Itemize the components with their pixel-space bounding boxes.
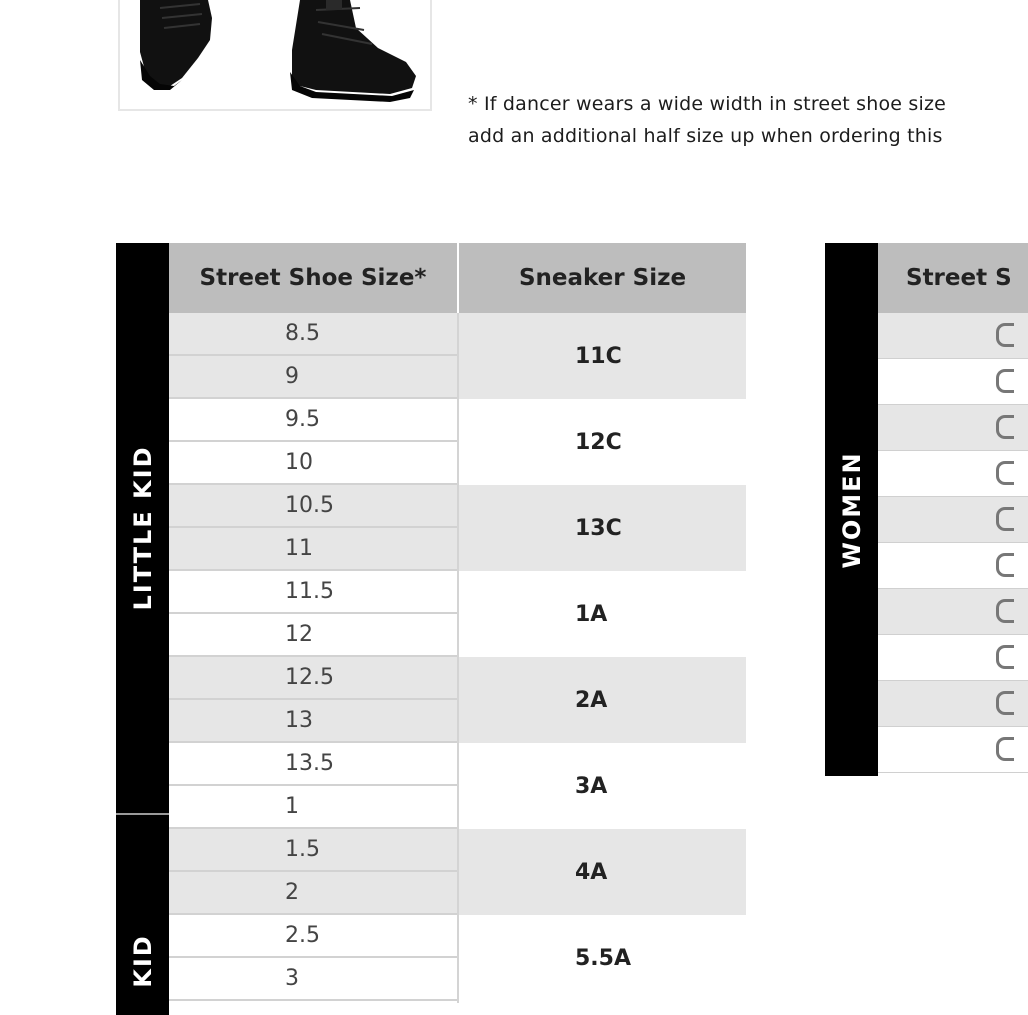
clipped-size-value (996, 645, 1014, 669)
street-size-row (169, 958, 457, 1001)
women-size-row (878, 451, 1028, 497)
little-kid-label-text: LITTLE KID (128, 445, 157, 611)
women-street-size-header: Street S (878, 243, 1028, 313)
kid-group-label (116, 815, 169, 1015)
street-size-row (169, 786, 457, 829)
clipped-size-value (996, 369, 1014, 393)
sneaker-size-header: Sneaker Size (459, 243, 746, 313)
street-size-row (169, 528, 457, 571)
women-size-row (878, 681, 1028, 727)
street-size-row (169, 915, 457, 958)
women-size-row (878, 589, 1028, 635)
sneaker-size-value: 3A (575, 773, 608, 799)
note-line-1: * If dancer wears a wide width in street shoe size (468, 93, 947, 115)
street-size-value: 2.5 (285, 923, 320, 948)
sneaker-size-value: 1A (575, 601, 608, 627)
note-line-2: add an additional half size up when ordering this (468, 125, 943, 147)
women-group-label (825, 243, 878, 776)
header-divider (457, 243, 459, 313)
women-size-row (878, 405, 1028, 451)
street-size-row (169, 614, 457, 657)
little-kid-group-label (116, 243, 169, 813)
street-size-row (169, 872, 457, 915)
clipped-size-value (996, 553, 1014, 577)
clipped-size-value (996, 507, 1014, 531)
street-size-value: 9 (285, 364, 299, 389)
sneakers-illustration (120, 0, 434, 111)
women-size-table (825, 243, 1025, 776)
women-size-row (878, 727, 1028, 773)
sneaker-size-cell (459, 399, 746, 485)
women-size-row (878, 313, 1028, 359)
street-size-value: 13.5 (285, 751, 334, 776)
street-size-row (169, 356, 457, 399)
street-size-value: 10.5 (285, 493, 334, 518)
street-size-row (169, 313, 457, 356)
sneaker-size-value: 11C (575, 343, 622, 369)
street-size-value: 8.5 (285, 321, 320, 346)
street-size-row (169, 743, 457, 786)
street-size-row (169, 442, 457, 485)
street-size-value: 1.5 (285, 837, 320, 862)
kids-size-table (116, 243, 746, 1003)
sneaker-size-cell (459, 313, 746, 399)
street-size-row (169, 829, 457, 872)
street-size-value: 9.5 (285, 407, 320, 432)
street-size-value: 1 (285, 794, 299, 819)
clipped-size-value (996, 461, 1014, 485)
sneaker-size-cell (459, 657, 746, 743)
sneaker-size-cell (459, 743, 746, 829)
group-divider (116, 813, 169, 815)
street-size-value: 10 (285, 450, 313, 475)
street-size-header: Street Shoe Size* (169, 243, 457, 313)
women-label-text: WOMEN (837, 450, 866, 569)
street-size-value: 2 (285, 880, 299, 905)
sneaker-size-cell (459, 829, 746, 915)
clipped-size-value (996, 691, 1014, 715)
street-size-row (169, 571, 457, 614)
sneaker-size-cell (459, 485, 746, 571)
street-size-row (169, 657, 457, 700)
women-size-row (878, 359, 1028, 405)
street-size-value: 11.5 (285, 579, 334, 604)
sneaker-size-value: 2A (575, 687, 608, 713)
street-size-row (169, 399, 457, 442)
street-size-row (169, 700, 457, 743)
sneaker-size-value: 12C (575, 429, 622, 455)
street-size-row (169, 485, 457, 528)
sneaker-size-cell (459, 571, 746, 657)
street-size-value: 13 (285, 708, 313, 733)
sneaker-size-value: 13C (575, 515, 622, 541)
clipped-size-value (996, 415, 1014, 439)
street-size-value: 12 (285, 622, 313, 647)
women-size-row (878, 497, 1028, 543)
clipped-size-value (996, 599, 1014, 623)
street-size-value: 12.5 (285, 665, 334, 690)
sneaker-size-value: 5.5A (575, 945, 631, 971)
street-size-value: 11 (285, 536, 313, 561)
clipped-size-value (996, 737, 1014, 761)
women-size-row (878, 635, 1028, 681)
sneaker-size-cell (459, 915, 746, 1001)
clipped-size-value (996, 323, 1014, 347)
street-size-value: 3 (285, 966, 299, 991)
product-image (118, 0, 432, 111)
women-size-row (878, 543, 1028, 589)
sneaker-size-value: 4A (575, 859, 608, 885)
kid-label-text: KID (128, 934, 157, 988)
width-note (468, 88, 1008, 152)
